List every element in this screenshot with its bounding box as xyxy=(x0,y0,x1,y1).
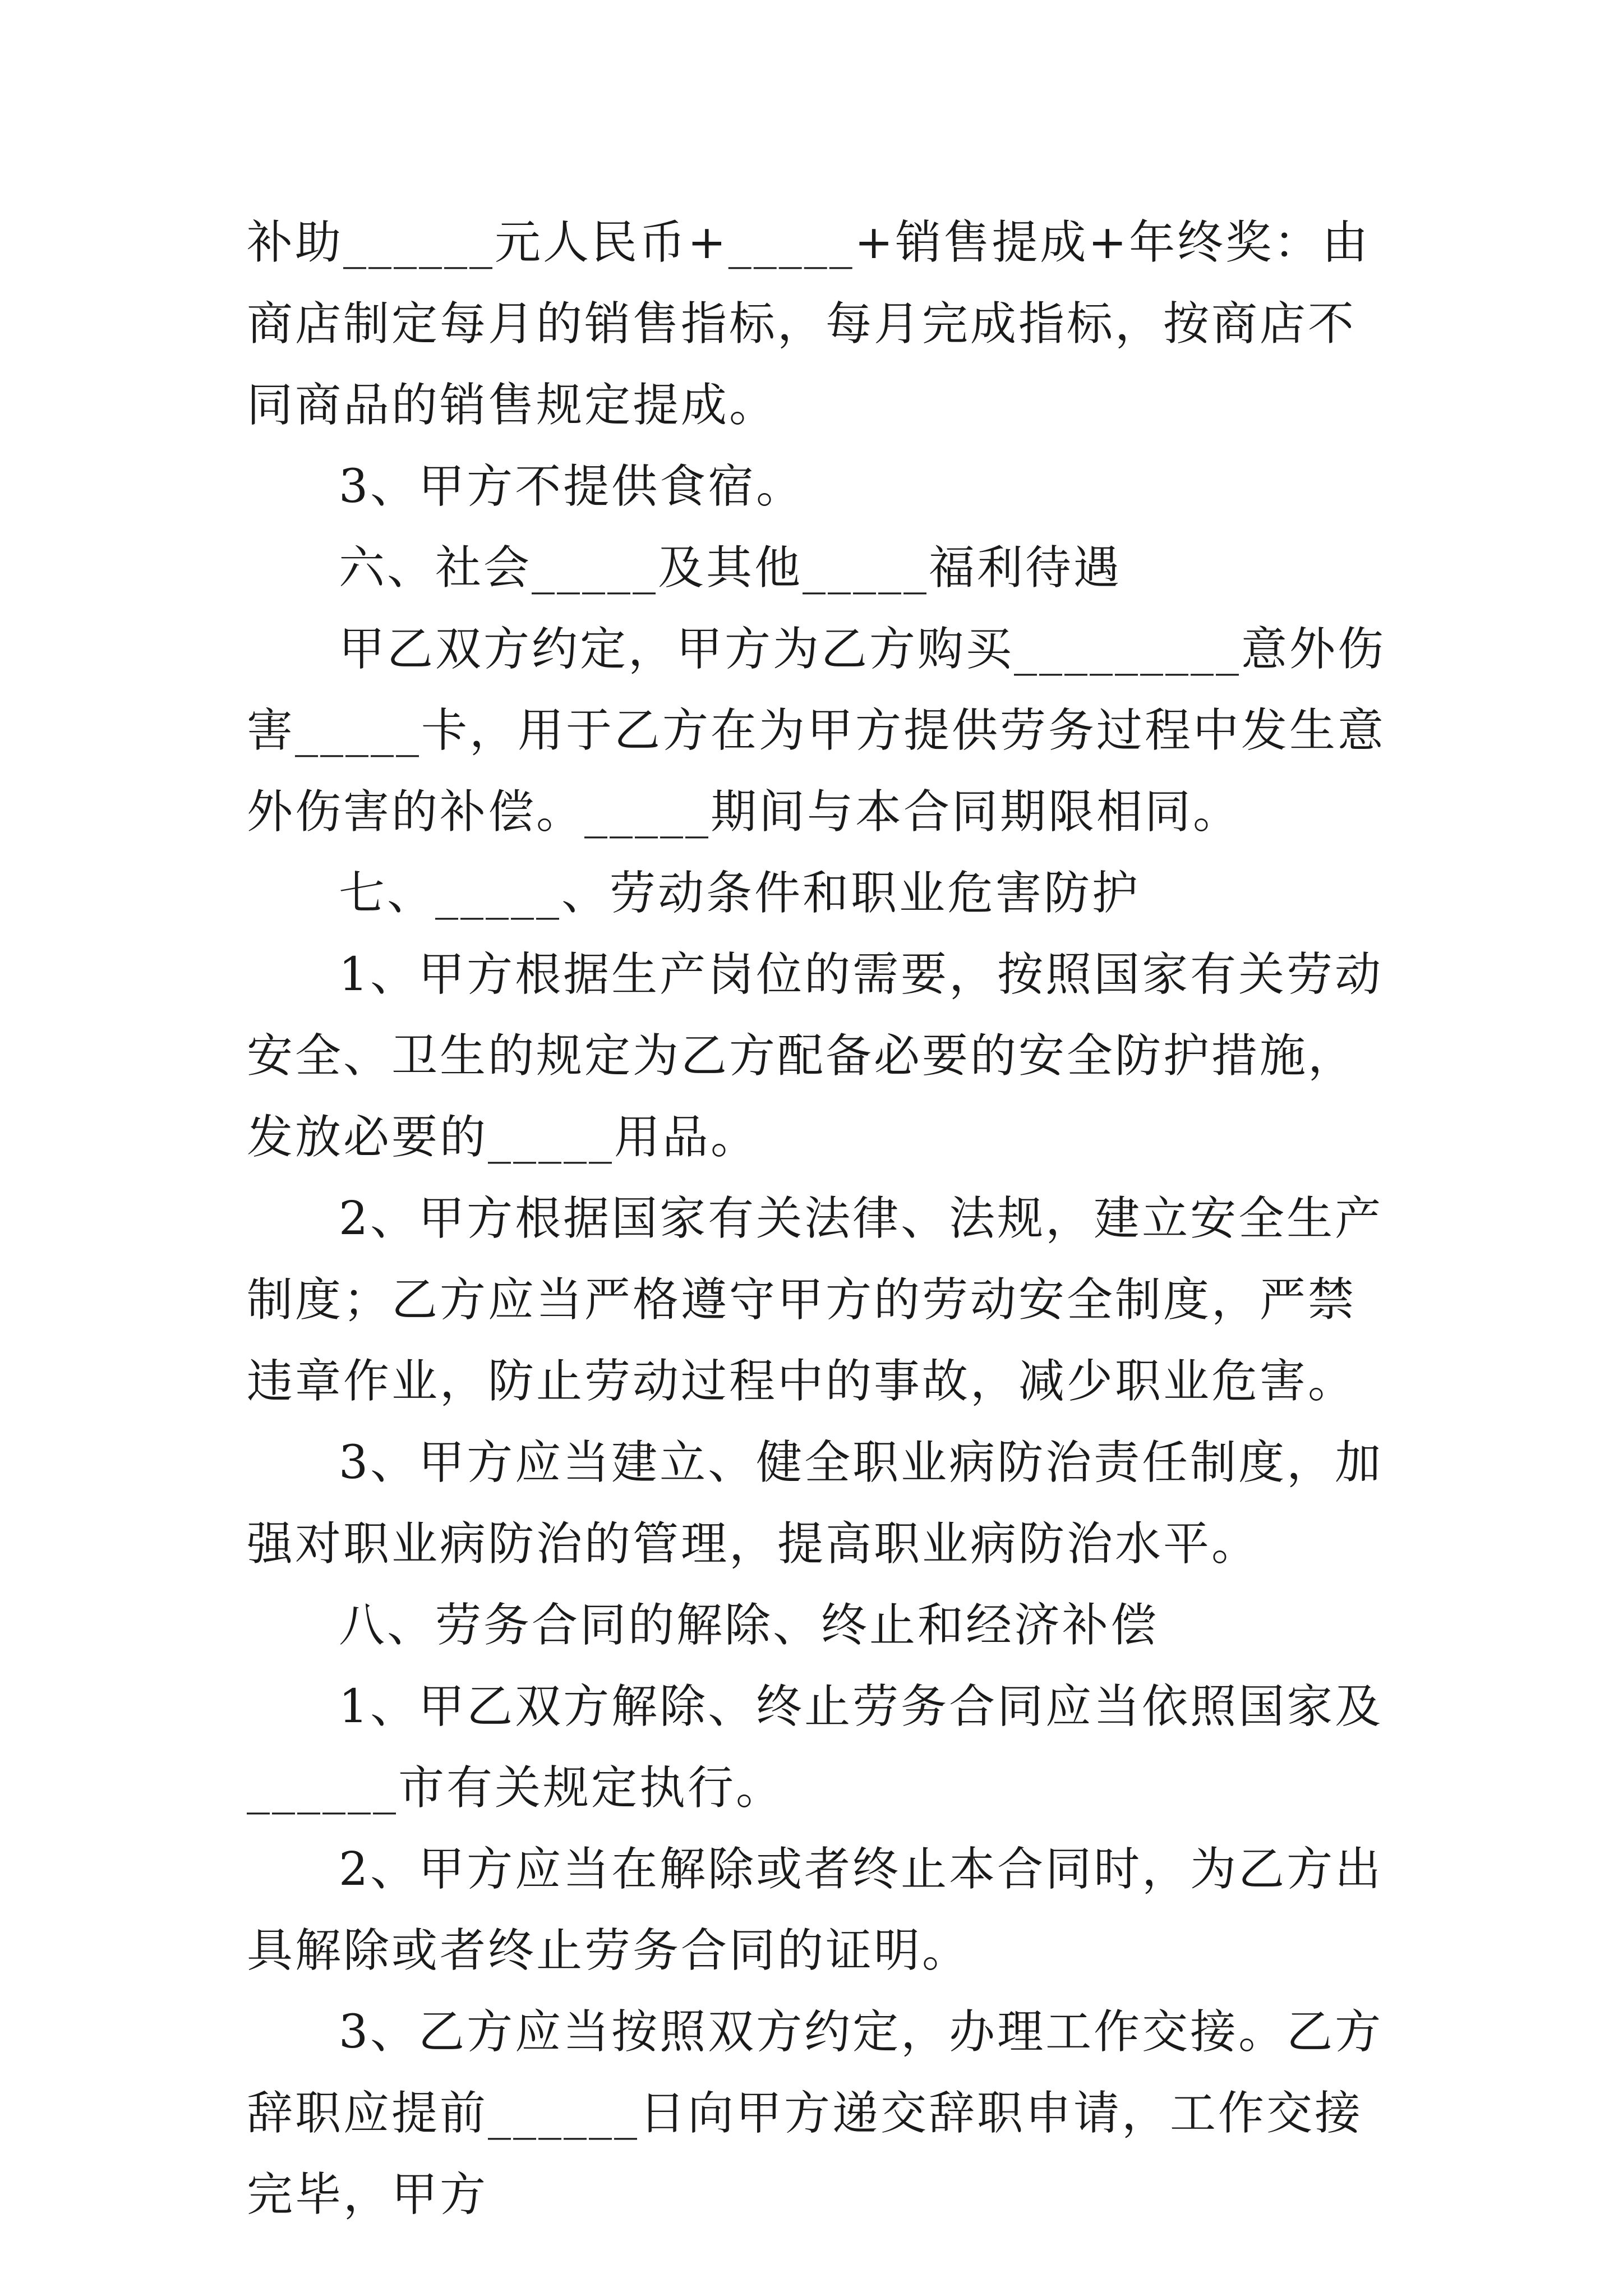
document-body xyxy=(247,202,1402,2235)
paragraph-termination-2: 2、甲方应当在解除或者终止本合同时，为乙方出具解除或者终止劳务合同的证明。 xyxy=(247,1843,1384,1977)
paragraph-insurance: 甲乙双方约定，甲方为乙方购买_________意外伤害_____卡，用于乙方在为甲方提供劳务过程中发生意外伤害的补偿。_____期间与本合同期限相同。 xyxy=(247,623,1386,839)
section-heading-7: 七、_____、劳动条件和职业危害防护 xyxy=(339,867,1141,920)
section-heading-8: 八、劳务合同的解除、终止和经济补偿 xyxy=(339,1599,1159,1652)
section-heading-6: 六、社会_____及其他_____福利待遇 xyxy=(339,541,1122,595)
paragraph-safety-1: 1、甲方根据生产岗位的需要，按照国家有关劳动安全、卫生的规定为乙方配备必要的安全防护措施，发放必要的_____用品。 xyxy=(247,948,1384,1164)
paragraph-subsidy: 补助______元人民币+_____+销售提成+年终奖：由商店制定每月的销售指标，每月完成指标，按商店不同商品的销售规定提成。 xyxy=(247,216,1371,432)
paragraph-safety-3: 3、甲方应当建立、健全职业病防治责任制度，加强对职业病防治的管理，提高职业病防治水平。 xyxy=(247,1436,1384,1571)
paragraph-no-meals: 3、甲方不提供食宿。 xyxy=(339,460,805,513)
paragraph-termination-3: 3、乙方应当按照双方约定，办理工作交接。乙方辞职应提前______日向甲方递交辞职申请，工作交接完毕，甲方 xyxy=(247,2005,1384,2221)
paragraph-termination-1: 1、甲乙双方解除、终止劳务合同应当依照国家及______市有关规定执行。 xyxy=(247,1680,1384,1815)
paragraph-safety-2: 2、甲方根据国家有关法律、法规，建立安全生产制度；乙方应当严格遵守甲方的劳动安全制度，严禁违章作业，防止劳动过程中的事故，减少职业危害。 xyxy=(247,1192,1384,1408)
